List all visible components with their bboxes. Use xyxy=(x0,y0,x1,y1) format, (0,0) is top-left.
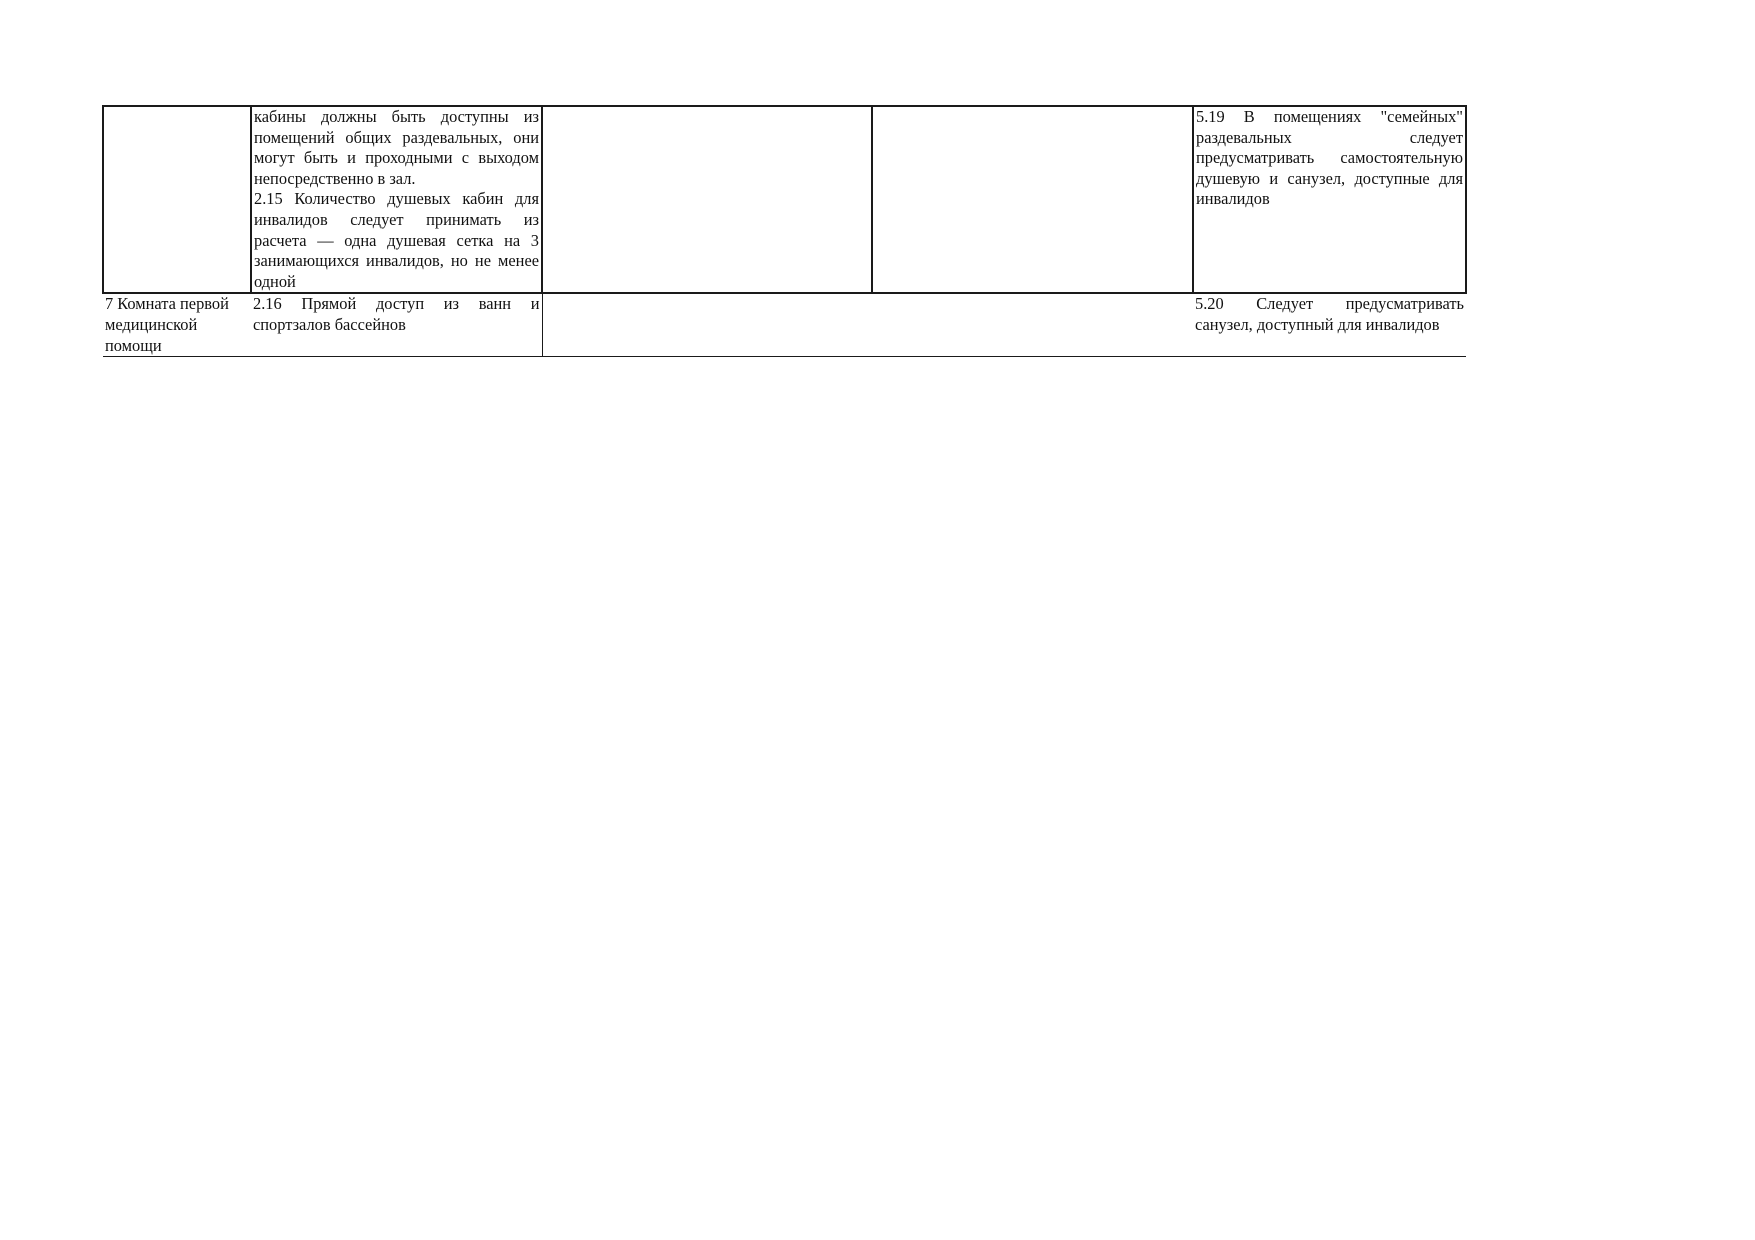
requirements-table xyxy=(102,105,1467,357)
table-cell-empty xyxy=(872,106,1193,293)
table-cell-recommendation: 5.19 В помещениях "семейных" раздевальных следует предусматривать самостоятельную душевую и санузел, доступные для инвалидов xyxy=(1193,106,1466,293)
table-cell-recommendation: 5.20 Следует предусматривать санузел, доступный для инвалидов xyxy=(1193,293,1466,356)
table-cell-empty xyxy=(872,293,1193,356)
table-row xyxy=(103,106,1466,293)
table-cell-room xyxy=(103,106,251,293)
table-cell-room: 7 Комната первой медицинской помощи xyxy=(103,293,251,356)
table-cell-requirement: 2.16 Прямой доступ из ванн и спортзалов бассейнов xyxy=(251,293,542,356)
table-cell-empty xyxy=(542,293,872,356)
requirement-paragraph: кабины должны быть доступны из помещений общих раздевальных, они могут быть и проходными с выходом непосредственно в зал. xyxy=(254,107,539,188)
table-row xyxy=(103,293,1466,356)
table-cell-empty xyxy=(542,106,872,293)
table-cell-requirement xyxy=(251,106,542,293)
requirement-paragraph: 2.15 Количество душевых кабин для инвалидов следует принимать из расчета — одна душевая сетка на 3 занимающихся инвалидов, но не менее одной xyxy=(254,189,539,291)
